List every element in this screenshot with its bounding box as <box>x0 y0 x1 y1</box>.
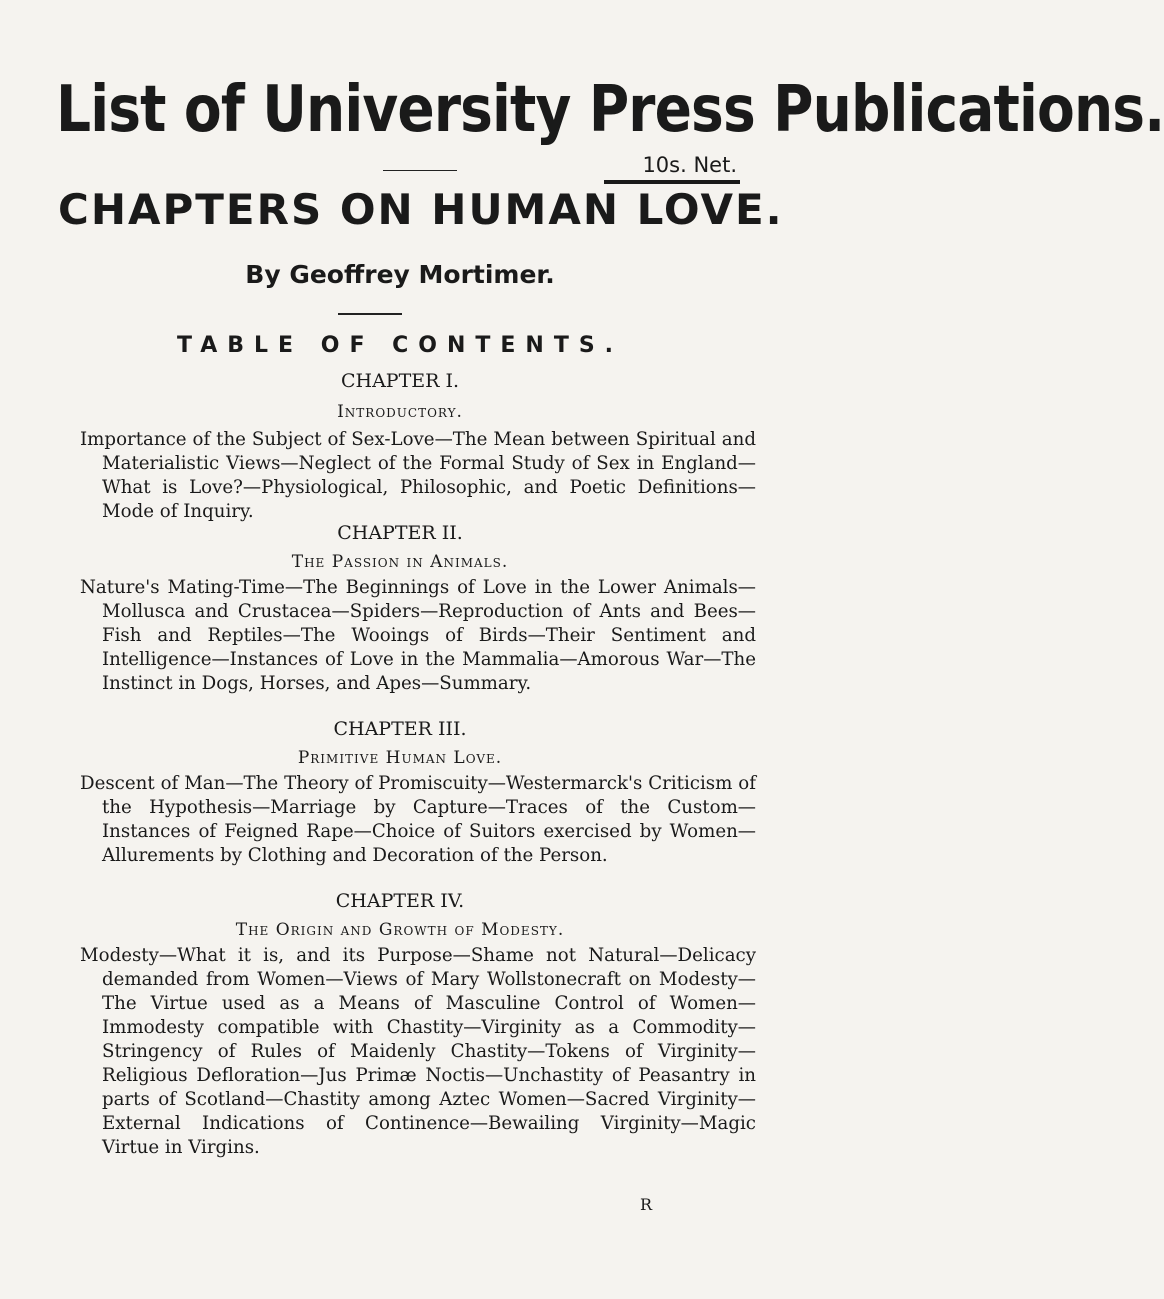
chapter-title: The Passion in Animals. <box>291 552 509 572</box>
price-underline <box>604 180 740 184</box>
decorative-rule <box>383 170 457 171</box>
chapter-number: CHAPTER III. <box>333 718 467 740</box>
chapter-summary: Descent of Man—The Theory of Promiscuity—Westermarck's Criticism of the Hypothesis—Marriage by Capture—Traces of the Custom—Instances of Feigned Rape—Choice of Suitors exercised by Women—Allurements by Clothing and Decoration of the Person. <box>80 773 756 866</box>
chapter-number: CHAPTER IV. <box>335 890 465 912</box>
chapter-number: CHAPTER I. <box>340 370 460 392</box>
chapter-title: The Origin and Growth of Modesty. <box>235 920 565 940</box>
section-divider <box>338 313 402 315</box>
book-title: CHAPTERS ON HUMAN LOVE. <box>58 185 784 234</box>
chapter-summary: Importance of the Subject of Sex-Love—The Mean between Spiritual and Materialistic Views—Neglect of the Formal Study of Sex in England—What is Love?—Physiological, Philosophic, and Poetic Definitions—Mode of Inquiry. <box>80 429 756 522</box>
main-title: List of University Press Publications. <box>56 73 1164 147</box>
price-label: 10s. Net. <box>642 153 737 177</box>
chapter-summary: Modesty—What it is, and its Purpose—Shame not Natural—Delicacy demanded from Women—Views of Mary Wollstonecraft on Modesty—The Virtue used as a Means of Masculine Control of Women—Immodesty compatible with Chastity—Virginity as a Commodity—Stringency of Rules of Maidenly Chastity—Tokens of Virginity—Religious Defloration—Jus Primæ Noctis—Unchastity of Peasantry in parts of Scotland—Chastity among Aztec Women—Sacred Virginity—External Indications of Continence—Bewailing Virginity—Magic Virtue in Virgins. <box>80 945 756 1158</box>
chapter-summary: Nature's Mating-Time—The Beginnings of Love in the Lower Animals—Mollusca and Crustacea—Spiders—Reproduction of Ants and Bees—Fish and Reptiles—The Wooings of Birds—Their Sentiment and Intelligence—Instances of Love in the Mammalia—Amorous War—The Instinct in Dogs, Horses, and Apes—Summary. <box>80 577 756 694</box>
chapter-title: Introductory. <box>337 402 463 422</box>
chapter-number: CHAPTER II. <box>337 522 463 544</box>
signature-mark: R <box>640 1195 653 1214</box>
author-line: By Geoffrey Mortimer. <box>245 260 555 289</box>
toc-heading: TABLE OF CONTENTS. <box>176 333 624 358</box>
chapter-title: Primitive Human Love. <box>297 748 503 768</box>
